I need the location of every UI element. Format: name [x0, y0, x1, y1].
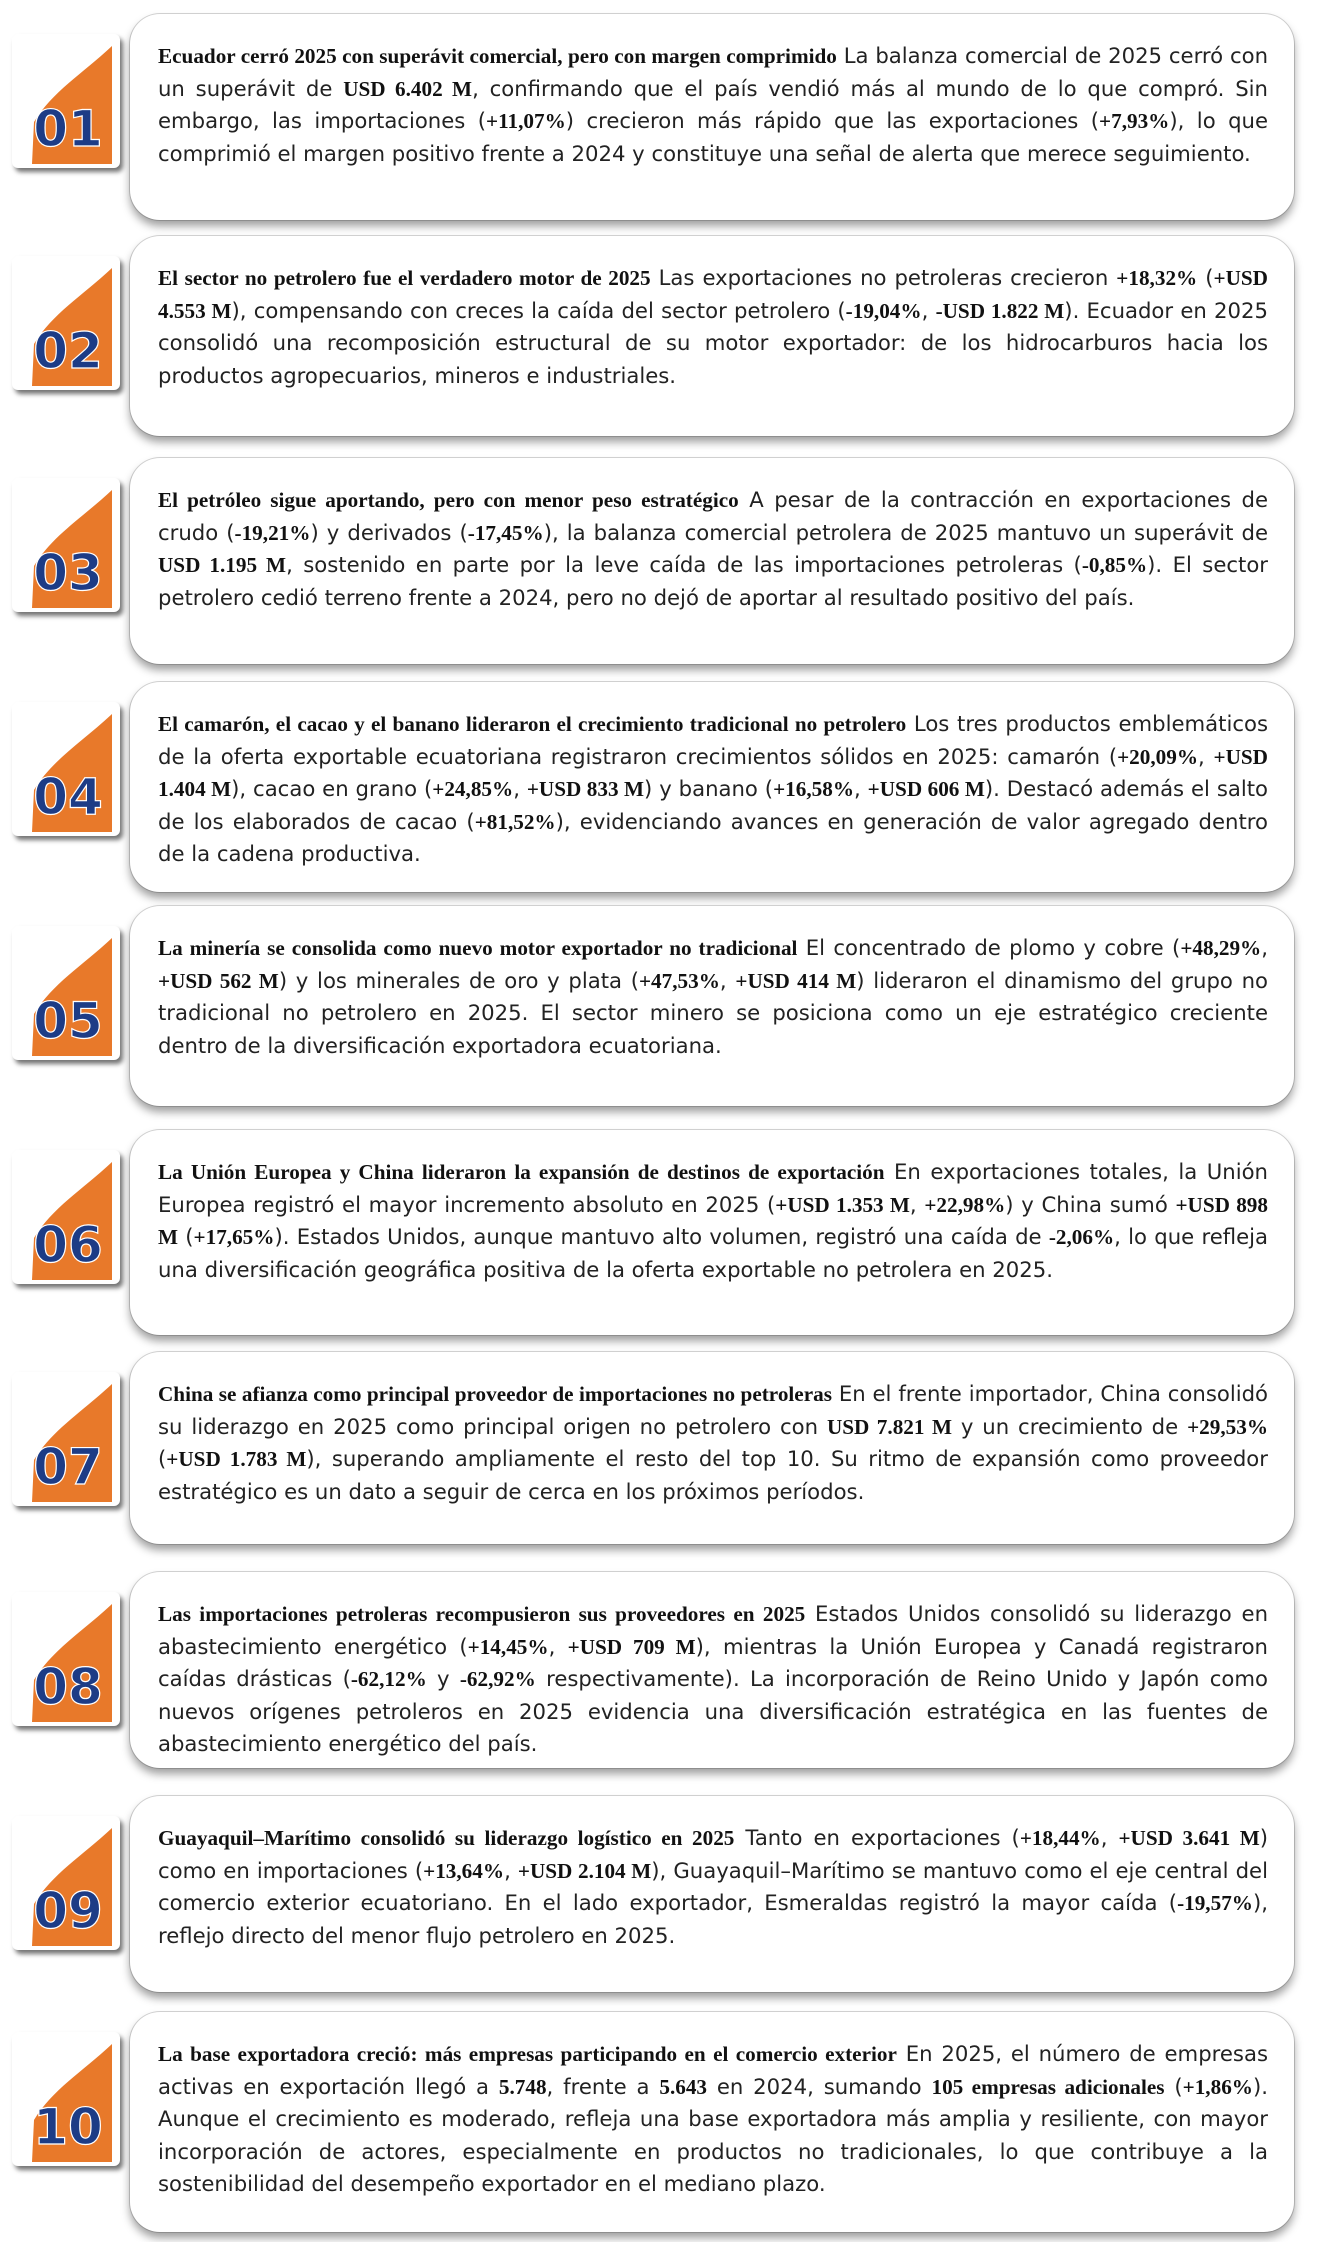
insight-card — [130, 906, 1294, 1106]
body-text: ), Guayaquil–Marítimo se mantuvo como el eje central del comercio exterior ecuatoriano. En el lado exportador, Esmeraldas registró la mayor caída ( — [158, 1857, 1268, 1915]
bold-text: -17,45% — [467, 520, 544, 545]
insight-item — [0, 1352, 1318, 1544]
bold-text: -62,92% — [459, 1667, 536, 1691]
number-badge — [12, 1150, 120, 1284]
body-text: ) y China sumó — [1005, 1191, 1176, 1217]
item-number: 06 — [33, 1216, 103, 1274]
bold-text: +14,45% — [467, 1634, 549, 1659]
body-text: ). Aunque el crecimiento es moderado, refleja una base exportadora más amplia y resiliente, con mayor incorporación de actores, especialmente en productos no tradicionales, lo que contribuye a la sostenibilidad del desempeño exportador en el mediano plazo. — [158, 2073, 1268, 2196]
insight-card — [130, 1572, 1294, 1768]
insight-text — [158, 40, 1268, 170]
bold-text: +USD 606 M — [867, 777, 985, 801]
number-badge — [12, 1816, 120, 1950]
body-text: , — [548, 1633, 568, 1659]
bold-text: +USD 833 M — [526, 777, 645, 801]
insight-card — [130, 14, 1294, 220]
bold-text: +USD 562 M — [158, 968, 279, 993]
bold-text: +24,85% — [432, 777, 514, 801]
body-text: en 2024, sumando — [707, 2073, 932, 2099]
number-badge — [12, 702, 120, 836]
body-text: ), evidenciando avances en generación de valor agregado dentro de la cadena productiva. — [158, 808, 1268, 866]
body-text: ), superando ampliamente el resto del top 10. Su ritmo de expansión como proveedor estratégico es un dato a seguir de cerca en los próximos períodos. — [158, 1446, 1268, 1504]
bold-text: La minería se consolida como nuevo motor exportador no tradicional — [158, 936, 798, 960]
body-text: y — [426, 1666, 460, 1691]
body-text: ). Destacó además el salto de los elaborados de cacao ( — [158, 776, 1269, 834]
body-text: Los tres productos emblemáticos de la oferta exportable ecuatoriana registraron crecimientos sólidos en 2025: camarón ( — [158, 711, 1268, 769]
insight-text — [158, 1822, 1268, 1952]
bold-text: -62,12% — [350, 1667, 427, 1691]
number-badge — [12, 34, 120, 168]
body-text: ), cacao en grano ( — [231, 776, 433, 801]
insight-text — [158, 484, 1268, 614]
bold-text: +7,93% — [1099, 109, 1170, 133]
bold-text: +22,98% — [924, 1192, 1006, 1217]
bold-text: +USD 1.783 M — [166, 1447, 307, 1471]
insight-text — [158, 2038, 1268, 2201]
body-text: , confirmando que el país vendió más al mundo de lo que compró. Sin embargo, las importaciones ( — [158, 75, 1268, 133]
insight-item — [0, 1796, 1318, 1992]
body-text: , — [513, 776, 527, 801]
bold-text: +USD 898 M — [158, 1192, 1268, 1249]
item-number: 02 — [33, 322, 103, 380]
bold-text: China se afianza como principal proveedor de importaciones no petroleras — [158, 1382, 832, 1406]
body-text: ( — [1197, 265, 1214, 290]
bold-text: +USD 709 M — [567, 1634, 696, 1659]
bold-text: +18,44% — [1019, 1826, 1101, 1850]
body-text: ) y banano ( — [644, 776, 774, 801]
insight-text — [158, 708, 1268, 871]
bold-text: +USD 414 M — [735, 968, 857, 993]
body-text: ). Ecuador en 2025 consolidó una recomposición estructural de su motor exportador: de los hidrocarburos hacia los productos agropecuarios, mineros e industriales. — [158, 297, 1268, 388]
body-text: ) crecieron más rápido que las exportaciones ( — [565, 108, 1100, 133]
body-text: A pesar de la contracción en exportaciones de crudo ( — [158, 487, 1268, 545]
insight-text — [158, 1156, 1268, 1286]
body-text: ), mientras la Unión Europea y Canadá registraron caídas drásticas ( — [158, 1633, 1268, 1691]
body-text: Estados Unidos consolidó su liderazgo en abastecimiento energético ( — [158, 1601, 1268, 1659]
bold-text: USD 7.821 M — [826, 1414, 952, 1439]
body-text: Las exportaciones no petroleras crecieron — [650, 265, 1117, 290]
body-text: ). El sector petrolero cedió terreno frente a 2024, pero no dejó de aportar al resultado positivo del país. — [158, 552, 1268, 610]
body-text: , — [1198, 743, 1214, 769]
body-text: ) lideraron el dinamismo del grupo no tradicional no petrolero en 2025. El sector minero se posiciona como un eje estratégico creciente dentro de la diversificación exportadora ecuatoriana. — [158, 967, 1268, 1058]
insight-text — [158, 932, 1268, 1062]
body-text: , — [921, 297, 936, 323]
bold-text: +1,86% — [1182, 2074, 1253, 2099]
insight-item — [0, 2012, 1318, 2232]
bold-text: +13,64% — [423, 1858, 505, 1883]
bold-text: -2,06% — [1048, 1225, 1115, 1249]
insight-item — [0, 906, 1318, 1106]
insight-item — [0, 236, 1318, 436]
item-number: 10 — [33, 2098, 103, 2156]
number-badge — [12, 2032, 120, 2166]
bold-text: La Unión Europea y China lideraron la expansión de destinos de exportación — [158, 1160, 885, 1184]
bold-text: Las importaciones petroleras recompusieron sus proveedores en 2025 — [158, 1602, 806, 1626]
body-text: , — [719, 967, 736, 993]
bold-text: +USD 2.104 M — [517, 1858, 652, 1883]
insight-text — [158, 262, 1268, 392]
body-text: , — [504, 1857, 518, 1883]
body-text: El concentrado de plomo y cobre ( — [797, 935, 1181, 960]
body-text: ), reflejo directo del menor flujo petrolero en 2025. — [158, 1890, 1268, 1948]
body-text: , lo que refleja una diversificación geográfica positiva de la oferta exportable no petrolera en 2025. — [158, 1224, 1268, 1282]
number-badge — [12, 1592, 120, 1726]
bold-text: +17,65% — [193, 1225, 275, 1249]
bold-text: USD 1.195 M — [158, 553, 287, 577]
item-number: 05 — [33, 992, 103, 1050]
bold-text: +47,53% — [638, 968, 720, 993]
insight-text — [158, 1598, 1268, 1761]
bold-text: -19,21% — [234, 520, 311, 545]
item-number: 04 — [33, 768, 103, 826]
body-text: ( — [1164, 2073, 1183, 2099]
item-number: 08 — [33, 1658, 103, 1716]
insight-text — [158, 1378, 1268, 1508]
bold-text: -USD 1.822 M — [935, 298, 1065, 323]
bold-text: -19,04% — [845, 298, 922, 323]
body-text: ) y derivados ( — [310, 519, 468, 545]
bold-text: 5.748 — [498, 2074, 547, 2099]
body-text: En el frente importador, China consolidó su liderazgo en 2025 como principal origen no petrolero con — [158, 1381, 1269, 1439]
bold-text: +81,52% — [474, 809, 556, 834]
body-text: y un crecimiento de — [951, 1413, 1188, 1439]
bold-text: Ecuador cerró 2025 con superávit comercial, pero con margen comprimido — [158, 44, 837, 68]
body-text: ), lo que comprimió el margen positivo frente a 2024 y constituye una señal de alerta que merece seguimiento. — [158, 108, 1269, 166]
body-text: ) como en importaciones ( — [158, 1825, 1268, 1883]
number-badge — [12, 1372, 120, 1506]
bold-text: Guayaquil–Marítimo consolidó su liderazgo logístico en 2025 — [158, 1826, 735, 1850]
bold-text: USD 6.402 M — [343, 76, 473, 101]
insight-card — [130, 2012, 1294, 2232]
bold-text: +20,09% — [1117, 744, 1199, 769]
insight-card — [130, 1352, 1294, 1544]
bold-text: +USD 1.404 M — [158, 744, 1268, 801]
insight-item — [0, 1130, 1318, 1335]
number-badge — [12, 256, 120, 390]
body-text: ), compensando con creces la caída del sector petrolero ( — [231, 297, 846, 323]
bold-text: La base exportadora creció: más empresas participando en el comercio exterior — [158, 2042, 897, 2066]
bold-text: +USD 3.641 M — [1118, 1826, 1260, 1850]
body-text: En 2025, el número de empresas activas en exportación llegó a — [158, 2041, 1268, 2099]
body-text: , frente a — [546, 2073, 660, 2099]
bold-text: -0,85% — [1081, 553, 1148, 577]
bold-text: +18,32% — [1116, 266, 1198, 290]
insight-card — [130, 458, 1294, 664]
bold-text: +11,07% — [486, 109, 566, 133]
insight-card — [130, 682, 1294, 892]
bold-text: +48,29% — [1180, 936, 1262, 960]
item-number: 07 — [33, 1438, 103, 1496]
insight-card — [130, 236, 1294, 436]
bold-text: -19,57% — [1177, 1891, 1253, 1915]
bold-text: El petróleo sigue aportando, pero con menor peso estratégico — [158, 488, 739, 512]
body-text: respectivamente). La incorporación de Reino Unido y Japón como nuevos orígenes petroleros en 2025 evidencia una diversificación estratégica en las fuentes de abastecimiento energético del país. — [158, 1666, 1268, 1756]
body-text: ( — [158, 1446, 167, 1471]
bold-text: El sector no petrolero fue el verdadero motor de 2025 — [158, 266, 651, 290]
body-text: ). Estados Unidos, aunque mantuvo alto volumen, registró una caída de — [274, 1224, 1049, 1249]
body-text: ( — [178, 1224, 194, 1249]
bold-text: El camarón, el cacao y el banano lideraron el crecimiento tradicional no petrolero — [158, 712, 907, 736]
item-number: 01 — [33, 100, 103, 158]
bold-text: +29,53% — [1187, 1414, 1269, 1439]
body-text: ), la balanza comercial petrolera de 2025 mantuvo un superávit de — [543, 519, 1268, 545]
insight-card — [130, 1130, 1294, 1335]
insight-item — [0, 1572, 1318, 1768]
bold-text: +16,58% — [773, 777, 855, 801]
body-text: ) y los minerales de oro y plata ( — [278, 967, 639, 993]
item-number: 09 — [33, 1882, 103, 1940]
body-text: La balanza comercial de 2025 cerró con un superávit de — [158, 43, 1268, 101]
number-badge — [12, 926, 120, 1060]
bold-text: 5.643 — [659, 2074, 708, 2099]
insight-item — [0, 14, 1318, 220]
insight-item — [0, 458, 1318, 664]
body-text: , sostenido en parte por la leve caída de las importaciones petroleras ( — [286, 552, 1082, 577]
bold-text: +USD 1.353 M — [775, 1192, 910, 1217]
bold-text: 105 empresas adicionales — [931, 2074, 1165, 2099]
number-badge — [12, 478, 120, 612]
body-text: , — [1261, 935, 1268, 960]
body-text: , — [1100, 1825, 1119, 1850]
insight-card — [130, 1796, 1294, 1992]
item-number: 03 — [33, 544, 103, 602]
bold-text: +USD 4.553 M — [158, 266, 1268, 323]
body-text: , — [909, 1191, 925, 1217]
body-text: En exportaciones totales, la Unión Europea registró el mayor incremento absoluto en 2025 ( — [158, 1159, 1268, 1217]
body-text: Tanto en exportaciones ( — [734, 1825, 1020, 1850]
insight-item — [0, 682, 1318, 892]
body-text: , — [854, 776, 868, 801]
